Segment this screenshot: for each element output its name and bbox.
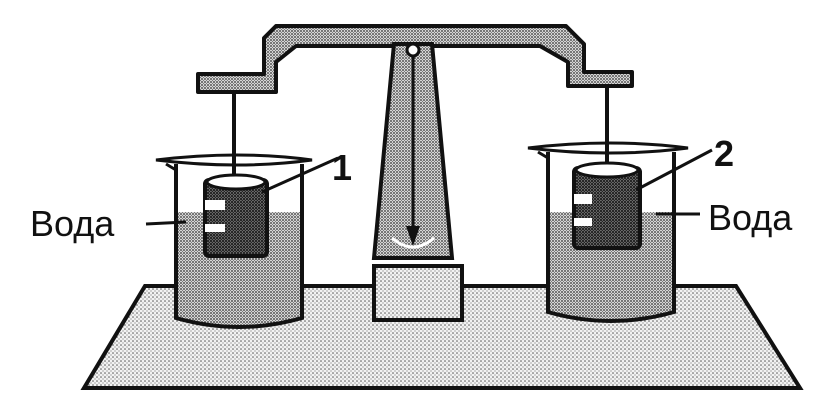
leader-water-left <box>146 222 186 224</box>
cylinder-2-label: 2 <box>714 133 735 174</box>
water-label-left: Вода <box>30 203 115 244</box>
cylinder-1 <box>205 175 267 256</box>
cylinder-1-label: 1 <box>332 147 353 188</box>
cylinder-2 <box>574 163 640 248</box>
water-label-right: Вода <box>708 197 793 238</box>
pivot <box>407 44 419 56</box>
stand-foot <box>374 266 462 320</box>
